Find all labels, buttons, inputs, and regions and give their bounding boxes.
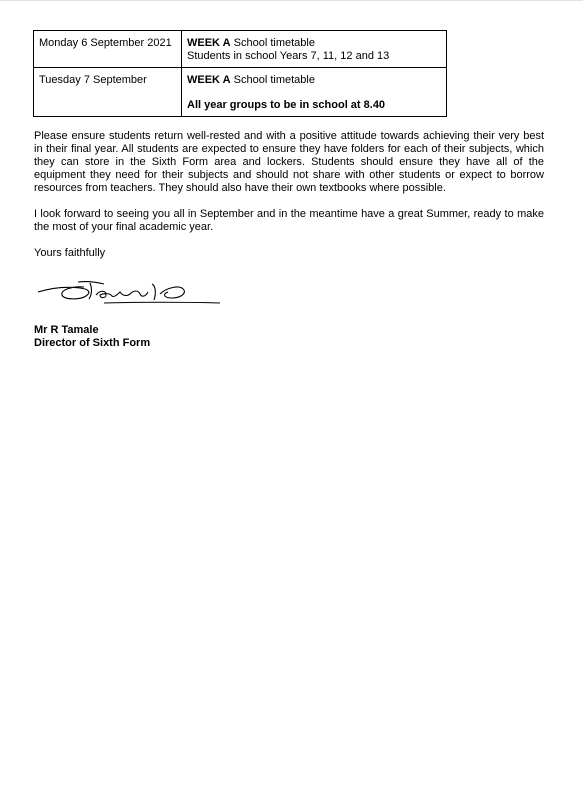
paragraph-expectations: Please ensure students return well-rested and with a positive attitude towards achieving their very best in their final year. All students are expected to ensure they have folders for each of their subjects, which they can store in the Sixth Form area and lockers. Students should ensure they have all of the equipment they need for their subjects and should not share with other students or expect to borrow resources from teachers. They should also have their own textbooks where possible. [34,130,544,194]
signatory-block [34,324,150,350]
schedule-note: Students in school Years 7, 11, 12 and 13 [187,50,390,62]
schedule-details [182,31,447,68]
week-label: WEEK A [187,37,231,49]
signatory-title: Director of Sixth Form [34,337,151,349]
schedule-date: Monday 6 September 2021 [34,31,182,68]
closing-salutation: Yours faithfully [34,247,106,259]
week-label: WEEK A [187,74,231,86]
schedule-date: Tuesday 7 September [34,68,182,117]
paragraph-closing-wish: I look forward to seeing you all in September and in the meantime have a great Summer, ready to make the most of your final academic year. [34,208,544,233]
signatory-name: Mr R Tamale [34,324,99,336]
week-description: School timetable [230,37,315,49]
schedule-note: All year groups to be in school at 8.40 [187,99,386,111]
schedule-details [182,68,447,117]
handwritten-signature [34,272,224,312]
page-top-border [0,0,583,1]
schedule-row [34,68,447,117]
schedule-table [33,30,447,117]
schedule-row [34,31,447,68]
week-description: School timetable [230,74,315,86]
